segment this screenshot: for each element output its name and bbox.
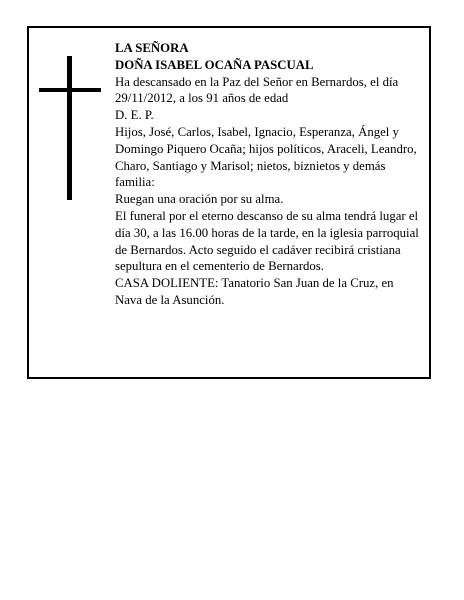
obituary-text [115,40,423,309]
obituary-notice [27,26,431,379]
rest-announcement: Ha descansado en la Paz del Señor en Bernardos, el día 29/11/2012, a los 91 años de edad [115,74,399,106]
casa-doliente: CASA DOLIENTE: Tanatorio San Juan de la Cruz, en Nava de la Asunción. [115,276,394,307]
cross-vertical-bar [67,56,72,200]
family-list: Hijos, José, Carlos, Isabel, Ignacio, Esperanza, Ángel y Domingo Piquero Ocaña; hijos políticos, Araceli, Leandro, Charo, Santiago y Marisol; nietos, biznietos y demás familia: [115,124,417,190]
cross-icon [39,56,101,200]
prayer-request: Ruegan una oración por su alma. [115,192,284,207]
deceased-name: DOÑA ISABEL OCAÑA PASCUAL [115,57,314,72]
funeral-details: El funeral por el eterno descanso de su alma tendrá lugar el día 30, a las 16.00 horas de la tarde, en la iglesia parroquial de Bernardos. Acto seguido el cadáver recibirá cristiana sepultura en el cementerio de Bernardos. [115,208,419,274]
cross-horizontal-bar [39,88,101,92]
dep-line: D. E. P. [115,108,154,123]
obituary-heading: LA SEÑORA [115,41,189,55]
